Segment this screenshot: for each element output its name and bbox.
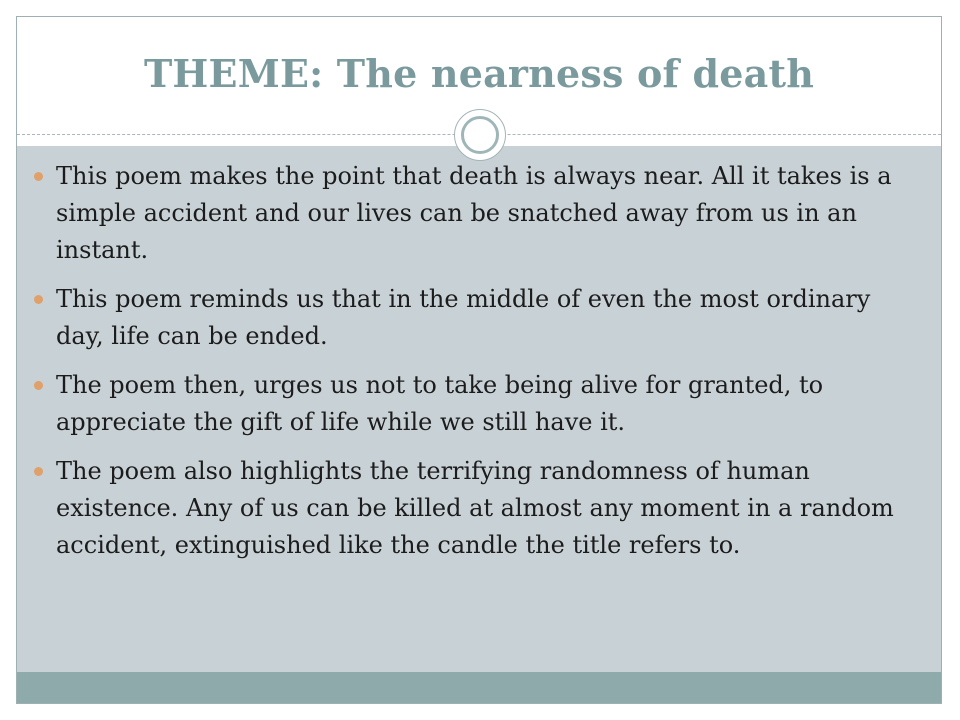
bullet-text: This poem reminds us that in the middle of even the most ordinary day, life can be ended. bbox=[56, 285, 871, 350]
bullet-text: This poem makes the point that death is always near. All it takes is a simple accident and our lives can be snatched away from us in an instant. bbox=[56, 162, 892, 264]
bullet-list bbox=[34, 158, 904, 576]
slide-title: THEME: The nearness of death bbox=[143, 51, 815, 96]
circle-ornament-icon bbox=[454, 109, 506, 161]
bullet-text: The poem also highlights the terrifying randomness of human existence. Any of us can be killed at almost any moment in a random accident, extinguished like the candle the title refers to. bbox=[56, 457, 894, 559]
bullet-text: The poem then, urges us not to take being alive for granted, to appreciate the gift of life while we still have it. bbox=[56, 371, 824, 436]
footer-band bbox=[17, 672, 941, 703]
bullet-dot-icon bbox=[34, 295, 43, 304]
bullet-dot-icon bbox=[34, 172, 43, 181]
bullet-item bbox=[34, 281, 904, 355]
bullet-dot-icon bbox=[34, 467, 43, 476]
bullet-item bbox=[34, 367, 904, 441]
circle-ornament-ring bbox=[461, 116, 499, 154]
bullet-dot-icon bbox=[34, 381, 43, 390]
bullet-item bbox=[34, 453, 904, 564]
bullet-item bbox=[34, 158, 904, 269]
